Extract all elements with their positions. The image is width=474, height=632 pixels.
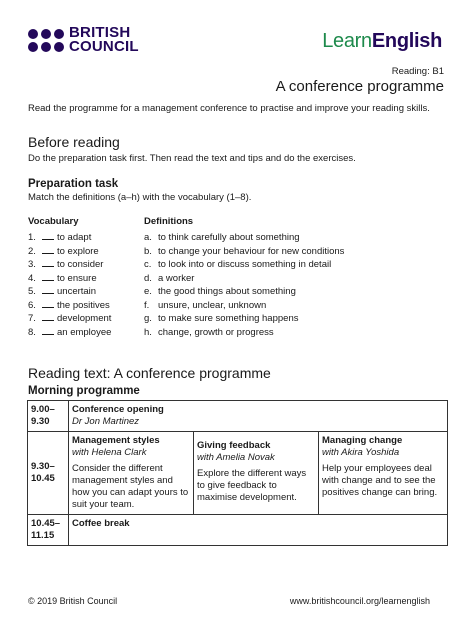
- answer-blank[interactable]: [42, 253, 54, 254]
- intro-text: Read the programme for a management conference to practise and improve your reading skills.: [28, 103, 430, 114]
- vocab-row: 1. to adapt a. to think carefully about something: [28, 232, 300, 243]
- session-cell: [194, 432, 319, 515]
- session-title: Managing change: [322, 435, 403, 446]
- before-reading-heading: Before reading: [28, 134, 120, 150]
- time-cell: 9.30– 10.45: [28, 432, 69, 515]
- session-speaker: Dr Jon Martinez: [72, 416, 140, 427]
- vocab-row: 3. to consider c. to look into or discuss something in detail: [28, 259, 332, 270]
- time-cell: 9.00– 9.30: [28, 401, 69, 432]
- answer-blank[interactable]: [42, 334, 54, 335]
- vocab-row: 2. to explore b. to change your behaviour for new conditions: [28, 245, 345, 257]
- answer-blank[interactable]: [42, 307, 54, 308]
- vocab-row: 5. uncertain e. the good things about something: [28, 286, 296, 297]
- time-cell: 10.45– 11.15: [28, 515, 69, 546]
- british-council-wordmark: BRITISH COUNCIL: [69, 24, 139, 55]
- british-council-logo: [28, 26, 139, 54]
- session-speaker: with Amelia Novak: [197, 452, 275, 463]
- learnenglish-logo: LearnEnglish: [322, 30, 442, 52]
- answer-blank[interactable]: [42, 293, 54, 294]
- definitions-heading: Definitions: [144, 216, 194, 227]
- table-row: [28, 515, 448, 546]
- document-title: A conference programme: [275, 78, 444, 95]
- programme-table: [27, 400, 448, 546]
- session-description: Help your employees deal with change and to see the positives change can bring.: [322, 463, 438, 498]
- level-label: Reading: B1: [391, 66, 444, 77]
- footer-copyright: © 2019 British Council: [28, 596, 118, 606]
- session-description: Explore the different ways to give feedback to maximise development.: [197, 468, 307, 503]
- before-reading-text: Do the preparation task first. Then read the text and tips and do the exercises.: [28, 153, 356, 164]
- vocab-row: 8. an employee h. change, growth or progress: [28, 326, 274, 338]
- vocab-row: 4. to ensure d. a worker: [28, 272, 195, 284]
- vocab-row: 7. development g. to make sure something happens: [28, 313, 299, 324]
- session-title: Management styles: [72, 435, 160, 446]
- session-title: Giving feedback: [197, 440, 271, 451]
- reading-heading: Reading text: A conference programme: [28, 365, 271, 381]
- preparation-heading: Preparation task: [28, 178, 119, 190]
- session-cell: [69, 401, 448, 432]
- answer-blank[interactable]: [42, 280, 54, 281]
- preparation-instruction: Match the definitions (a–h) with the vocabulary (1–8).: [28, 192, 252, 203]
- session-title: Conference opening: [72, 404, 164, 415]
- session-cell: [319, 432, 448, 515]
- footer-url: www.britishcouncil.org/learnenglish: [289, 596, 430, 606]
- session-title: Coffee break: [72, 518, 130, 529]
- answer-blank[interactable]: [42, 239, 54, 240]
- table-row: [28, 401, 448, 432]
- vocab-row: 6. the positives f. unsure, unclear, unknown: [28, 299, 267, 311]
- session-cell: [69, 432, 194, 515]
- morning-programme-heading: Morning programme: [28, 385, 140, 397]
- answer-blank[interactable]: [42, 266, 54, 267]
- session-speaker: with Helena Clark: [72, 447, 147, 458]
- session-description: Consider the different management styles and how you can adapt yours to suit your team.: [72, 463, 189, 510]
- session-speaker: with Akira Yoshida: [322, 447, 400, 458]
- session-cell: [69, 515, 448, 546]
- table-row: [28, 432, 448, 515]
- british-council-dots-icon: [28, 29, 64, 52]
- vocabulary-heading: Vocabulary: [28, 216, 79, 227]
- answer-blank[interactable]: [42, 320, 54, 321]
